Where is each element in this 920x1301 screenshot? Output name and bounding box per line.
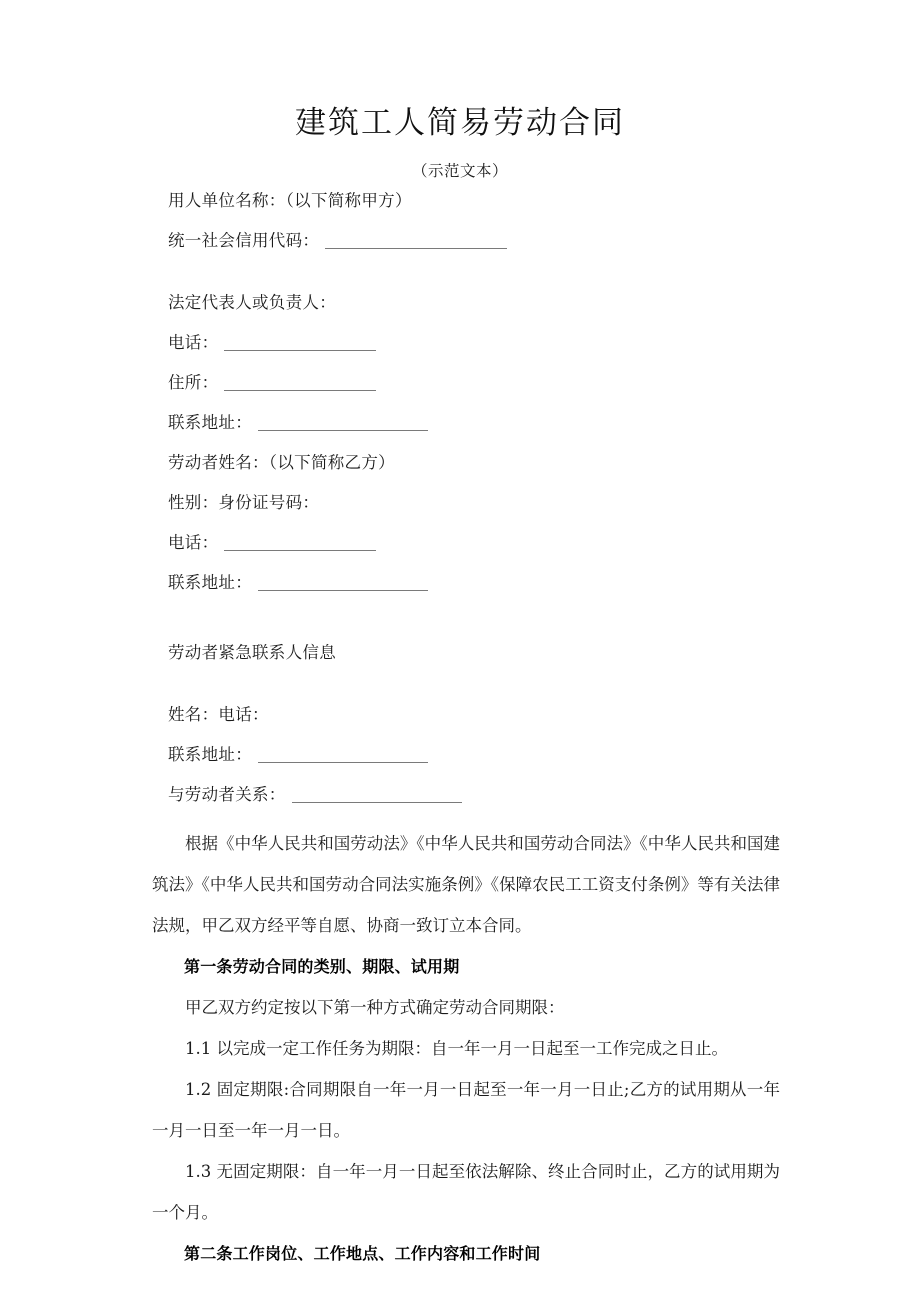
field-worker-name-label: 劳动者姓名：（以下简称乙方） [168, 452, 395, 472]
field-emergency-address-label: 联系地址： [168, 744, 252, 764]
field-legal-representative-label: 法定代表人或负责人： [168, 292, 336, 312]
spacer [152, 261, 780, 283]
clause-1-1: 1.1 以完成一定工作任务为期限：自一年一月一日起至一工作完成之日止。 [185, 1038, 728, 1058]
field-emergency-name-phone [152, 695, 780, 735]
clause-1-2: 1.2 固定期限:合同期限自一年一月一日起至一年一月一日止;乙方的试用期从一年一月一日至一年一月一日。 [152, 1079, 780, 1140]
field-worker-gender-id [152, 483, 780, 523]
field-credit-code-input[interactable] [325, 230, 507, 248]
field-emergency-relationship [152, 775, 780, 815]
field-worker-address-label: 联系地址： [168, 572, 252, 592]
emergency-contact-heading [152, 633, 780, 673]
field-legal-representative [152, 283, 780, 323]
field-employer-address-input[interactable] [258, 412, 428, 430]
page-title: 建筑工人简易劳动合同 [295, 105, 625, 141]
preamble-paragraph: 根据《中华人民共和国劳动法》《中华人民共和国劳动合同法》《中华人民共和国建筑法》《中华人民共和国劳动合同法实施条例》《保障农民工工资支付条例》等有关法律法规，甲乙双方经平等自愿、协商一致订立本合同。 [152, 833, 780, 935]
emergency-contact-heading-label: 劳动者紧急联系人信息 [168, 642, 336, 662]
field-employer-name [152, 181, 780, 221]
spacer [152, 603, 780, 633]
field-credit-code [152, 221, 780, 261]
spacer [152, 673, 780, 695]
field-employer-phone-label: 电话： [168, 332, 219, 352]
field-emergency-relationship-input[interactable] [292, 784, 462, 802]
field-emergency-address-input[interactable] [258, 744, 428, 762]
field-worker-phone-input[interactable] [224, 532, 376, 550]
field-employer-phone-input[interactable] [224, 332, 376, 350]
article-two-heading: 第二条工作岗位、工作地点、工作内容和工作时间 [184, 1243, 541, 1263]
clause-1-3: 1.3 无固定期限：自一年一月一日起至依法解除、终止合同时止，乙方的试用期为一个月。 [152, 1161, 780, 1222]
field-emergency-address [152, 735, 780, 775]
field-employer-phone [152, 323, 780, 363]
document-body [0, 181, 920, 1274]
field-employer-name-label: 用人单位名称：（以下简称甲方） [168, 190, 412, 210]
field-employer-address-label: 联系地址： [168, 412, 252, 432]
document-subtitle: （示范文本） [411, 161, 508, 180]
field-employer-address [152, 403, 780, 443]
field-worker-phone [152, 523, 780, 563]
field-worker-address-input[interactable] [258, 572, 428, 590]
field-emergency-relationship-label: 与劳动者关系： [168, 784, 286, 804]
field-employer-residence-input[interactable] [224, 372, 376, 390]
field-worker-address [152, 563, 780, 603]
field-worker-phone-label: 电话： [168, 532, 219, 552]
field-worker-gender-id-label: 性别：身份证号码： [168, 492, 320, 512]
field-employer-residence-label: 住所： [168, 372, 219, 392]
field-employer-residence [152, 363, 780, 403]
field-emergency-name-phone-label: 姓名：电话： [168, 704, 269, 724]
article-one-intro: 甲乙双方约定按以下第一种方式确定劳动合同期限： [185, 997, 565, 1017]
article-one-heading: 第一条劳动合同的类别、期限、试用期 [184, 956, 460, 976]
field-credit-code-label: 统一社会信用代码： [168, 230, 320, 250]
field-worker-name [152, 443, 780, 483]
